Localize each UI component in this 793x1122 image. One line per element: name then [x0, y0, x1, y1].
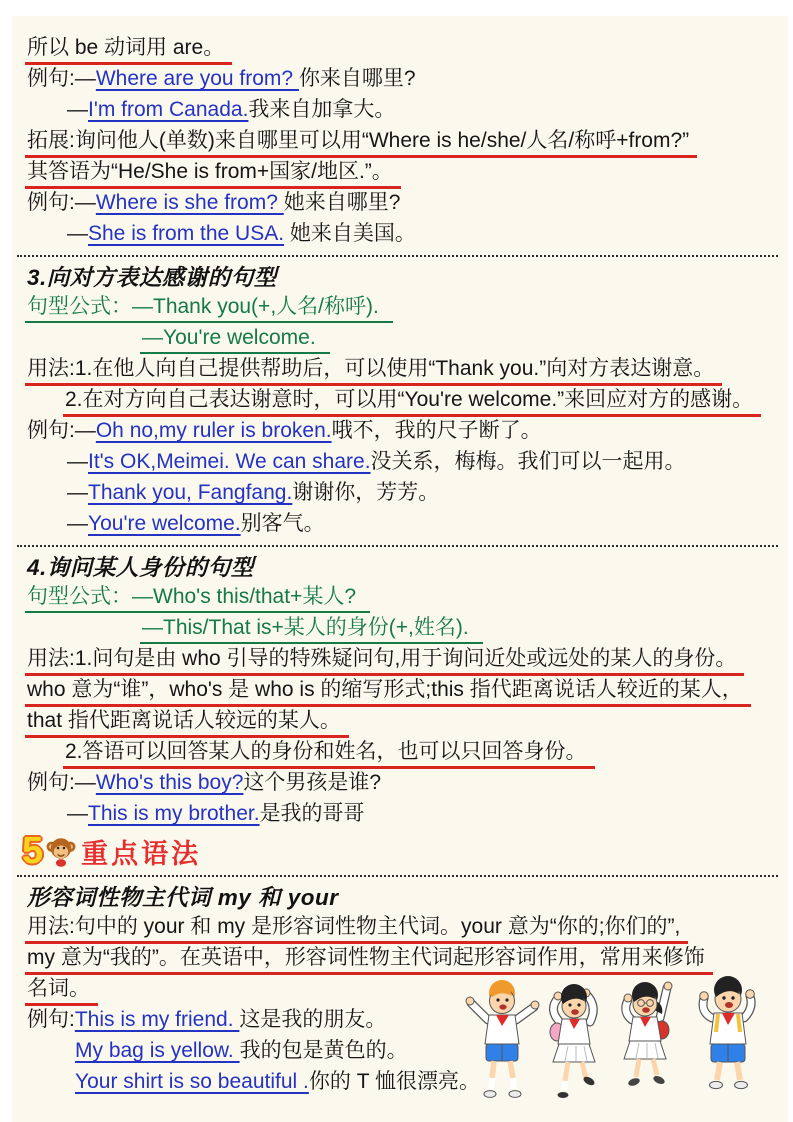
text-line — [27, 220, 788, 251]
girl-glasses — [624, 982, 672, 1087]
text-line — [27, 417, 788, 448]
chinese-text: 用法:1.在他人向自己提供帮助后，可以使用“Thank you.”向对方表达谢意。 — [27, 357, 715, 380]
chinese-text: 她来自美国。 — [284, 222, 416, 245]
english-sentence: Oh no,my ruler is broken. — [95, 419, 332, 442]
document-body — [22, 34, 788, 1099]
text-line — [27, 614, 788, 645]
text-line — [27, 479, 788, 510]
chinese-text: 名词。 — [27, 977, 90, 1000]
english-sentence: You're welcome. — [88, 512, 241, 535]
english-sentence: Your shirt is so beautiful . — [75, 1070, 309, 1093]
chinese-text: that 指代距离说话人较远的某人。 — [27, 709, 341, 732]
chinese-text: 例句: — [27, 1008, 75, 1031]
dotted-separator — [17, 545, 778, 547]
section-heading: 4.询问某人身份的句型 — [27, 555, 254, 580]
chinese-text: — — [67, 481, 88, 504]
chinese-text: — — [67, 802, 88, 825]
pattern-text: —You're welcome. — [142, 326, 316, 349]
chinese-text: 我来自加拿大。 — [248, 98, 396, 121]
chinese-text: 用法:1.问句是由 who 引导的特殊疑问句,用于询问近处或远处的某人的身份。 — [27, 647, 737, 670]
chinese-text: 例句:— — [27, 191, 96, 214]
chinese-text: — — [67, 98, 88, 121]
study-notes-page — [12, 16, 788, 1122]
chinese-text: 没关系，梅梅。我们可以一起用。 — [370, 450, 686, 473]
children-illustration — [460, 970, 780, 1118]
chinese-text: 别客气。 — [240, 512, 325, 535]
english-sentence: It's OK,Meimei. We can share. — [88, 450, 371, 473]
chinese-text: — — [67, 512, 88, 535]
chinese-text: — — [67, 450, 88, 473]
section-heading: 3.向对方表达感谢的句型 — [27, 265, 277, 290]
text-line — [27, 676, 788, 707]
boy-orange-hair — [466, 980, 539, 1097]
pattern-text: 句型公式：—Who's this/that+某人? — [27, 585, 357, 608]
english-sentence: This is my brother. — [88, 802, 260, 825]
text-line — [27, 293, 788, 324]
english-sentence: She is from the USA. — [88, 222, 285, 245]
text-line — [27, 96, 788, 127]
text-line — [27, 65, 788, 96]
english-sentence: This is my friend. — [74, 1008, 240, 1031]
chinese-text: 所以 be 动词用 are。 — [27, 36, 225, 59]
chinese-text: my 意为“我的”。在英语中，形容词性物主代词起形容词作用，常用来修饰 — [27, 946, 705, 969]
text-line — [27, 189, 788, 220]
chinese-text: 她来自哪里? — [283, 191, 401, 214]
pattern-text: —This/That is+某人的身份(+,姓名). — [142, 616, 469, 639]
pattern-text: 句型公式：—Thank you(+,人名/称呼). — [27, 295, 379, 318]
chinese-text: 你来自哪里? — [298, 67, 416, 90]
girl-pink-backpack — [550, 984, 596, 1098]
logo-title: 重点语法 — [81, 838, 202, 869]
chinese-text: who 意为“谁”，who's 是 who is 的缩写形式;this 指代距离说话人较近的某人， — [27, 678, 743, 701]
dotted-separator — [17, 255, 778, 257]
text-line — [27, 707, 788, 738]
english-sentence: My bag is yellow. — [75, 1039, 240, 1062]
chinese-text: — — [67, 222, 88, 245]
text-line — [27, 645, 788, 676]
chinese-text: 2.答语可以回答某人的身份和姓名，也可以只回答身份。 — [65, 740, 587, 763]
text-line — [27, 510, 788, 541]
text-line — [27, 738, 788, 769]
text-line — [27, 34, 788, 65]
chinese-text: 例句:— — [27, 419, 96, 442]
text-line — [27, 324, 788, 355]
boy-yellow-backpack — [700, 976, 755, 1089]
chinese-text: 这是我的朋友。 — [239, 1008, 387, 1031]
chinese-text: 用法:句中的 your 和 my 是形容词性物主代词。your 意为“你的;你们的”, — [27, 915, 681, 938]
chinese-text: 例句:— — [27, 67, 96, 90]
text-line — [27, 448, 788, 479]
chinese-text: 是我的哥哥 — [259, 802, 365, 825]
chinese-text: 哦不，我的尺子断了。 — [331, 419, 542, 442]
english-sentence: I'm from Canada. — [88, 98, 249, 121]
logo-number: 5 — [22, 830, 44, 872]
chinese-text: 我的包是黄色的。 — [239, 1039, 408, 1062]
monkey-icon — [44, 834, 78, 868]
chinese-text: 2.在对方向自己表达谢意时，可以用“You're welcome.”来回应对方的感谢。 — [65, 388, 754, 411]
section-heading: 形容词性物主代词 my 和 your — [27, 885, 339, 910]
section-logo-heading — [22, 831, 788, 871]
text-line — [27, 913, 788, 944]
chinese-text: 谢谢你，芳芳。 — [292, 481, 440, 504]
chinese-text: 拓展:询问他人(单数)来自哪里可以用“Where is he/she/人名/称呼+from?” — [27, 129, 690, 152]
text-line — [27, 355, 788, 386]
text-line — [27, 583, 788, 614]
chinese-text: 其答语为“He/She is from+国家/地区.”。 — [27, 160, 393, 183]
english-sentence: Where is she from? — [95, 191, 284, 214]
english-sentence: Where are you from? — [95, 67, 299, 90]
text-line — [27, 127, 788, 158]
english-sentence: Thank you, Fangfang. — [88, 481, 293, 504]
text-line — [27, 800, 788, 831]
dotted-separator — [17, 875, 778, 877]
text-line — [27, 158, 788, 189]
chinese-text: 这个男孩是谁? — [243, 771, 382, 794]
text-line — [27, 769, 788, 800]
chinese-text: 你的 T 恤很漂亮。 — [308, 1070, 480, 1093]
chinese-text: 例句:— — [27, 771, 96, 794]
text-line — [27, 386, 788, 417]
english-sentence: Who's this boy? — [95, 771, 244, 794]
